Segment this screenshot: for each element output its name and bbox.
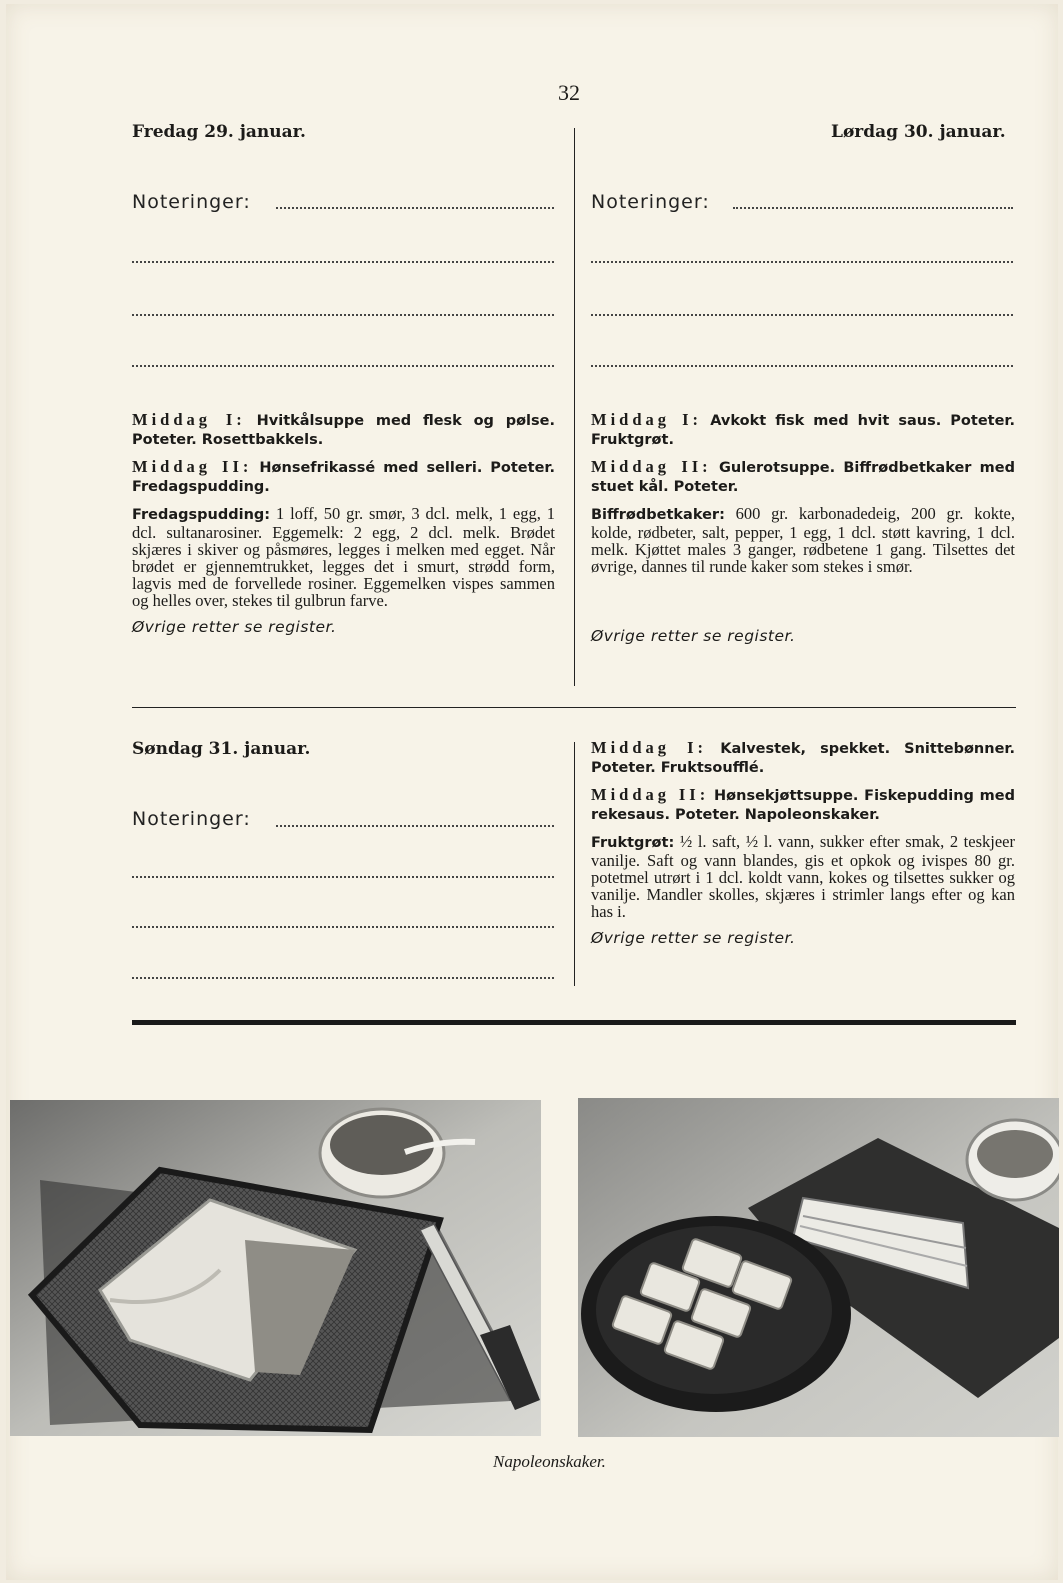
friday-recipe-text: 1 loff, 50 gr. smør, 3 dcl. melk, 1 egg, 1 dcl. sultanarosiner. Eggemelk: 2 egg, 2 dcl. melk. Brødet skjæres i skiver og påsmøres, legges i melken med egget. Når brødet er gjennemtrukket, legges det i smurt, strødd form, lagvis med de forvellede rosiner. Eggemelken vispes sammen og helles over, stekes til gulbrun farve. (132, 504, 555, 610)
sunday-dinner-2-label: Middag II: (591, 785, 710, 804)
saturday-footer: Øvrige retter se register. (591, 627, 796, 645)
sunday-recipe-name: Fruktgrøt: (591, 835, 675, 851)
saturday-dinner-1-label: Middag I: (591, 410, 703, 429)
saturday-dinner-2-label: Middag II: (591, 457, 712, 476)
saturday-notes-line-1[interactable] (733, 207, 1013, 209)
saturday-notes-line-3[interactable] (591, 314, 1013, 316)
saturday-title: Lørdag 30. januar. (831, 122, 1006, 142)
friday-footer: Øvrige retter se register. (132, 618, 337, 636)
friday-dinner-2-text: Hønsefrikassé med selleri. Poteter. Fredagspudding. (132, 460, 555, 495)
saturday-dinner-1-text: Avkokt fisk med hvit saus. Poteter. Fruktgrøt. (591, 413, 1016, 448)
sunday-notes-line-2[interactable] (132, 876, 554, 878)
sunday-notes-line-3[interactable] (132, 926, 554, 928)
saturday-notes-line-2[interactable] (591, 261, 1013, 263)
column-divider-top (574, 128, 575, 686)
friday-menu (132, 411, 555, 645)
column-divider-bottom (574, 742, 575, 986)
saturday-notes-label: Noteringer: (591, 191, 710, 213)
photo-pudding-tray (10, 1100, 541, 1436)
saturday-dinner-2-text: Gulerotsuppe. Biffrødbetkaker med stuet kål. Poteter. (591, 460, 1016, 495)
friday-recipe-name: Fredagspudding: (132, 507, 271, 523)
photo-napoleonskaker-plate (578, 1098, 1059, 1437)
page-number: 32 (558, 80, 580, 105)
sunday-dinner-1-text: Kalvestek, spekket. Snittebønner. Poteter. Fruktsoufflé. (591, 741, 1015, 776)
saturday-menu (591, 411, 1015, 654)
saturday-notes-line-4[interactable] (591, 365, 1013, 367)
page-rule (132, 1020, 1016, 1025)
photo-caption: Napoleonskaker. (493, 1452, 606, 1471)
friday-dinner-2-label: Middag II: (132, 457, 253, 476)
friday-notes-label: Noteringer: (132, 191, 251, 213)
friday-dinner-1-text: Hvitkålsuppe med flesk og pølse. Poteter. Rosettbakkels. (132, 413, 555, 448)
sunday-notes-line-4[interactable] (132, 977, 554, 979)
sunday-notes-line-1[interactable] (276, 825, 554, 827)
saturday-recipe-text: 600 gr. karbonadedeig, 200 gr. kokte, kolde, rødbeter, salt, pepper, 1 egg, 1 dcl. støtt kavring, 1 dcl. melk. Kjøttet males 3 ganger, rødbetene 1 gang. Tilsettes det øvrige, dannes til runde kaker som stekes i smør. (591, 504, 1015, 576)
friday-notes-line-4[interactable] (132, 365, 554, 367)
sunday-notes-label: Noteringer: (132, 808, 251, 830)
friday-notes-line-1[interactable] (276, 207, 554, 209)
sunday-title: Søndag 31. januar. (132, 739, 311, 759)
sunday-recipe-text: ½ l. saft, ½ l. vann, sukker efter smak, 2 teskjeer vanilje. Saft og vann blandes, gis et opkok og ivispes 80 gr. potetmel utrørt i 1 dcl. koldt vann, kokes og tilsettes sukker og vanilje. Mandler skolles, skjæres i strimler langs efter og kan has i. (591, 832, 1015, 921)
saturday-recipe-name: Biffrødbetkaker: (591, 507, 725, 523)
friday-title: Fredag 29. januar. (132, 122, 306, 142)
friday-notes-line-2[interactable] (132, 261, 554, 263)
friday-dinner-1-label: Middag I: (132, 410, 246, 429)
sunday-dinner-1-label: Middag I: (591, 738, 708, 757)
sunday-menu (591, 739, 1015, 956)
sunday-footer: Øvrige retter se register. (591, 929, 796, 947)
section-divider (132, 707, 1016, 708)
sunday-dinner-2-text: Hønsekjøttsuppe. Fiskepudding med rekesaus. Poteter. Napoleonskaker. (591, 788, 1015, 823)
friday-notes-line-3[interactable] (132, 314, 554, 316)
